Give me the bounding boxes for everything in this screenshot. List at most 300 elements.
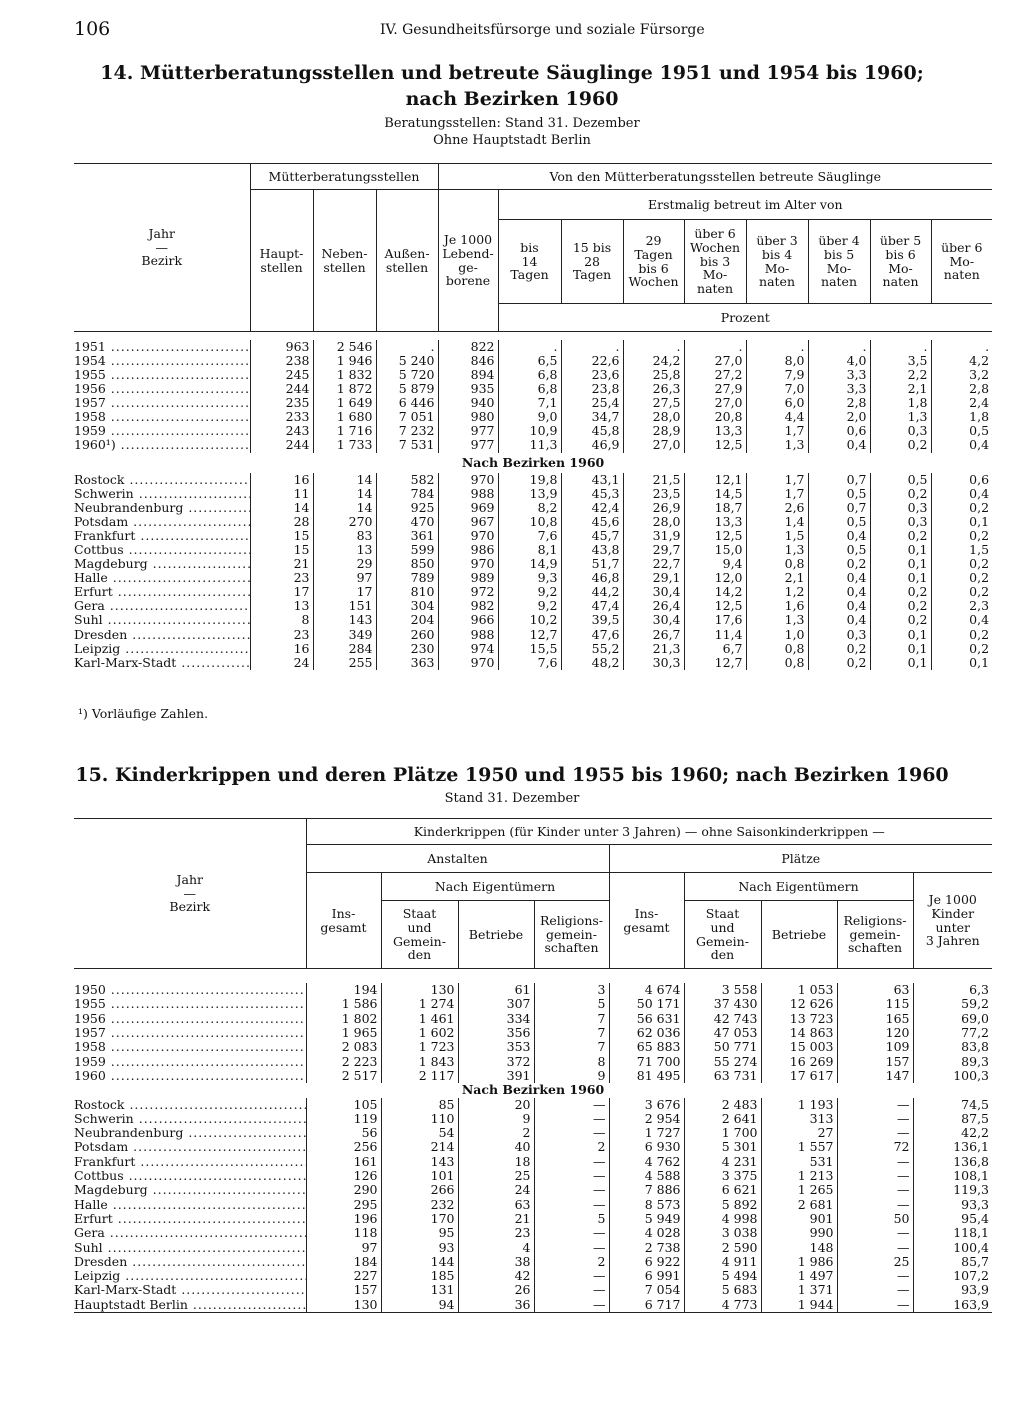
running-head: IV. Gesundheitsfürsorge und soziale Fürsorge [380, 22, 705, 38]
table-cell: 24,2 [623, 354, 684, 368]
table-cell: 93,9 [961, 1282, 990, 1298]
table-cell: 1 872 [313, 382, 376, 396]
table14-subtitle-1: Beratungsstellen: Stand 31. Dezember [384, 116, 640, 131]
table-cell: 4 911 [684, 1255, 761, 1269]
table-cell: 966 [438, 614, 498, 628]
table-row [74, 1241, 992, 1255]
table-cell: 18,7 [684, 501, 746, 515]
table-cell: 9,4 [684, 557, 746, 571]
table-cell: 25,8 [623, 368, 684, 382]
table-cell: 27,5 [623, 396, 684, 410]
table-cell: 1,5 [746, 529, 808, 543]
table-cell: 8 [250, 614, 313, 628]
table-cell: 8,0 [746, 354, 808, 368]
table-cell: 97 [306, 1241, 381, 1255]
table-cell: — [837, 1126, 913, 1140]
table-cell: 0,5 [808, 515, 870, 529]
table-cell: 372 [458, 1055, 534, 1069]
row-label: Magdeburg ..... [74, 1183, 306, 1197]
table-cell: 2,0 [808, 410, 870, 424]
table15-col-header: Ins- gesamt [306, 873, 381, 969]
row-label: Cottbus ..... [74, 1169, 306, 1183]
table-cell: 789 [376, 571, 438, 585]
table-cell: 313 [761, 1112, 837, 1126]
table-cell: 4 028 [609, 1226, 684, 1240]
table-cell: 2,2 [870, 368, 931, 382]
table-cell: 988 [438, 628, 498, 642]
table-cell: 46,8 [561, 571, 623, 585]
table-row [74, 340, 992, 354]
table-cell: 2 483 [684, 1098, 761, 1112]
table-row [74, 614, 992, 628]
table-row [74, 501, 992, 515]
row-label: Potsdam ..... [74, 515, 250, 529]
table15-subtitle: Stand 31. Dezember [444, 791, 580, 806]
table14-unit-percent: Prozent [720, 309, 770, 325]
table-cell: 1 213 [761, 1169, 837, 1183]
table-cell: 5 301 [684, 1141, 761, 1155]
table-cell: 230 [376, 642, 438, 656]
table-cell: 295 [306, 1198, 381, 1212]
table-cell: 10,9 [498, 425, 561, 439]
table-cell: 85,7 [961, 1253, 990, 1269]
table-cell: 244 [250, 439, 313, 453]
table-cell: 21,3 [623, 642, 684, 656]
table-cell: 148 [761, 1241, 837, 1255]
table-cell: — [837, 1198, 913, 1212]
table-cell: 270 [313, 515, 376, 529]
table-cell: 71 700 [609, 1055, 684, 1069]
table-cell: 94 [381, 1298, 458, 1313]
table-cell: 970 [438, 529, 498, 543]
table-cell: 7,6 [498, 656, 561, 670]
table-cell: 0,3 [808, 628, 870, 642]
table-cell: 4 674 [609, 983, 684, 997]
table-cell: 1 832 [313, 368, 376, 382]
table-cell: 238 [250, 354, 313, 368]
table-cell: 63 731 [684, 1069, 761, 1083]
table-cell: 4 773 [684, 1298, 761, 1313]
table-cell: 214 [381, 1141, 458, 1155]
table-cell: 227 [306, 1269, 381, 1283]
table-cell: 255 [313, 656, 376, 670]
table-cell: . [684, 340, 746, 354]
table-cell: 26,7 [623, 628, 684, 642]
table-cell: 1,7 [746, 473, 808, 487]
table-row [74, 1183, 992, 1197]
table-cell: 55,2 [561, 642, 623, 656]
table-cell: 0,5 [969, 423, 990, 439]
table-cell: 2 546 [313, 340, 376, 354]
table-cell: — [534, 1284, 609, 1298]
table-cell: 0,7 [808, 473, 870, 487]
table-cell: 2,8 [969, 381, 990, 397]
table-cell: 9,2 [498, 586, 561, 600]
table-cell: 5 [534, 1212, 609, 1226]
table-cell: 1 700 [684, 1126, 761, 1140]
table-cell: 2 641 [684, 1112, 761, 1126]
table-cell: 10,8 [498, 515, 561, 529]
table14-col-header: über 6 Wochen bis 3 Mo- naten [684, 220, 746, 304]
row-label: Leipzig ..... [74, 642, 250, 656]
table-cell: 2 517 [306, 1069, 381, 1083]
table-cell: 95,4 [961, 1210, 990, 1226]
table15-group-institutions: Anstalten [306, 845, 609, 873]
table-cell: 1 716 [313, 425, 376, 439]
table-cell: 1,5 [969, 542, 990, 558]
table-cell: — [534, 1183, 609, 1197]
table-cell: 970 [438, 473, 498, 487]
table-cell: 3,2 [969, 366, 990, 382]
table-cell: 14 863 [761, 1026, 837, 1040]
table-cell: 0,2 [870, 614, 931, 628]
table-cell: 21,5 [623, 473, 684, 487]
table-row [74, 1212, 992, 1226]
table-cell: 1,0 [746, 628, 808, 642]
table-cell: 2,1 [746, 571, 808, 585]
table-cell: — [534, 1098, 609, 1112]
table-cell: 100,4 [953, 1239, 990, 1255]
table-cell: 24 [458, 1183, 534, 1197]
table-cell: 83,8 [961, 1039, 990, 1055]
table-cell: 204 [376, 614, 438, 628]
table-cell: 1 965 [306, 1026, 381, 1040]
table-cell: 6 446 [376, 396, 438, 410]
table-cell: — [837, 1169, 913, 1183]
table-cell: 29,1 [623, 571, 684, 585]
table-cell: 7 [534, 1026, 609, 1040]
table-cell: 940 [438, 396, 498, 410]
table-cell: 12,5 [684, 600, 746, 614]
table-cell: 3,3 [808, 382, 870, 396]
table-cell: 7,6 [498, 529, 561, 543]
table-cell: 0,2 [969, 499, 990, 515]
table-row [74, 1298, 992, 1313]
table-cell: 144 [381, 1255, 458, 1269]
table-cell: 353 [458, 1040, 534, 1054]
table-cell: 986 [438, 543, 498, 557]
table-cell: 925 [376, 501, 438, 515]
table-cell: 34,7 [561, 410, 623, 424]
table-cell: 391 [458, 1069, 534, 1083]
table-cell: 38 [458, 1255, 534, 1269]
table-cell: 119 [306, 1112, 381, 1126]
table14-group-stations: Mütterberatungsstellen [250, 164, 438, 190]
table-cell: 63 [458, 1198, 534, 1212]
table-cell: . [985, 338, 990, 354]
table-cell: 65 883 [609, 1040, 684, 1054]
table-cell: 4 998 [684, 1212, 761, 1226]
table-cell: . [376, 340, 438, 354]
table-cell: 21 [458, 1212, 534, 1226]
table-cell: 119,3 [953, 1182, 990, 1198]
row-label: 1950 ..... [74, 983, 306, 997]
table-cell: 2,3 [969, 598, 990, 614]
table-cell: 850 [376, 557, 438, 571]
table-cell: 4 [458, 1241, 534, 1255]
table-cell: 23 [250, 571, 313, 585]
table-cell: 14,2 [684, 586, 746, 600]
table-row [74, 473, 992, 487]
table-cell: 1 557 [761, 1141, 837, 1155]
table-cell: 46,9 [561, 439, 623, 453]
row-label: Leipzig ..... [74, 1269, 306, 1283]
table-cell: 12,7 [498, 628, 561, 642]
table14-col-header: Je 1000 Lebend- ge- borene [438, 190, 498, 332]
table-cell: 6 621 [684, 1183, 761, 1197]
table-cell: 15 003 [761, 1040, 837, 1054]
table-cell: 2,6 [746, 501, 808, 515]
table-cell: 266 [381, 1183, 458, 1197]
table-cell: 136,8 [953, 1153, 990, 1169]
table-cell: 43,8 [561, 543, 623, 557]
table-cell: 147 [837, 1069, 913, 1083]
table-cell: — [534, 1198, 609, 1212]
table-cell: 16 [250, 473, 313, 487]
table-cell: 988 [438, 487, 498, 501]
table14-section-label: Nach Bezirken 1960 [461, 454, 605, 470]
table-cell: 39,5 [561, 614, 623, 628]
table-cell: . [561, 340, 623, 354]
table-cell: 45,7 [561, 529, 623, 543]
table-cell: 3 558 [684, 983, 761, 997]
table-cell: 55 274 [684, 1055, 761, 1069]
table-cell: 14 [250, 501, 313, 515]
table-cell: 1,7 [746, 487, 808, 501]
table-cell: 23 [250, 628, 313, 642]
table-cell: 22,7 [623, 557, 684, 571]
row-label: 1957 ..... [74, 396, 250, 410]
row-label: 1959 ..... [74, 425, 250, 439]
table-cell: 17 [250, 586, 313, 600]
table-cell: 26,3 [623, 382, 684, 396]
table-cell: . [870, 340, 931, 354]
table-cell: — [534, 1155, 609, 1169]
table-cell: 56 [306, 1126, 381, 1140]
table-cell: — [534, 1269, 609, 1283]
table-cell: 45,6 [561, 515, 623, 529]
table-cell: 6,5 [498, 354, 561, 368]
table-cell: 0,4 [969, 485, 990, 501]
table-cell: 260 [376, 628, 438, 642]
row-label: Karl-Marx-Stadt ..... [74, 1284, 306, 1298]
table14-subgroup-first-care: Erstmalig betreut im Alter von [498, 190, 992, 220]
table-cell: 15,0 [684, 543, 746, 557]
table-cell: 235 [250, 396, 313, 410]
table-cell: 130 [381, 983, 458, 997]
table-cell: 115 [837, 998, 913, 1012]
table-cell: 6,0 [746, 396, 808, 410]
table-row [74, 983, 992, 997]
row-label: Erfurt ..... [74, 586, 250, 600]
table-cell: 363 [376, 656, 438, 670]
table-cell: 12,1 [684, 473, 746, 487]
table-cell: 1 944 [761, 1298, 837, 1313]
table-cell: 107,2 [953, 1268, 990, 1284]
table-cell: 13,3 [684, 515, 746, 529]
row-label: Frankfurt ..... [74, 1155, 306, 1169]
table-cell: 161 [306, 1155, 381, 1169]
table-cell: 15,5 [498, 642, 561, 656]
row-label: Erfurt ..... [74, 1212, 306, 1226]
table-cell: 101 [381, 1169, 458, 1183]
table-cell: 194 [306, 983, 381, 997]
table-cell: 977 [438, 425, 498, 439]
table-cell: 967 [438, 515, 498, 529]
table-cell: 970 [438, 557, 498, 571]
table-cell: . [623, 340, 684, 354]
table-cell: 4,2 [969, 352, 990, 368]
table-cell: 6,7 [684, 642, 746, 656]
table-cell: 165 [837, 1012, 913, 1026]
table-cell: 0,4 [808, 586, 870, 600]
table15-col-header: Staat und Gemein- den [684, 901, 761, 969]
table-cell: 822 [438, 340, 498, 354]
table-cell: 1 371 [761, 1284, 837, 1298]
table-row [74, 1141, 992, 1155]
table-cell: 0,2 [870, 529, 931, 543]
table-cell: 184 [306, 1255, 381, 1269]
table-cell: . [746, 340, 808, 354]
page-number: 106 [74, 18, 111, 40]
table-cell: 93,3 [961, 1196, 990, 1212]
table-cell: 16 269 [761, 1055, 837, 1069]
table-cell: 0,2 [969, 527, 990, 543]
table-cell: 17,6 [684, 614, 746, 628]
table15-owners-left: Nach Eigentümern [381, 873, 609, 901]
table-cell: 7 886 [609, 1183, 684, 1197]
table-cell: 0,4 [808, 439, 870, 453]
table-cell: 0,2 [870, 586, 931, 600]
table-row [74, 1055, 992, 1069]
table-cell: 0,6 [969, 471, 990, 487]
table-cell: 470 [376, 515, 438, 529]
table-cell: — [534, 1126, 609, 1140]
table-cell: 89,3 [961, 1053, 990, 1069]
row-label: Schwerin ..... [74, 1112, 306, 1126]
table-cell: 232 [381, 1198, 458, 1212]
table-cell: 0,2 [808, 642, 870, 656]
table-cell: 8 [534, 1055, 609, 1069]
table-cell: 170 [381, 1212, 458, 1226]
table-cell: 43,1 [561, 473, 623, 487]
table-cell: 1 274 [381, 998, 458, 1012]
table-cell: 83 [313, 529, 376, 543]
table-cell: 25 [458, 1169, 534, 1183]
table-cell: 0,4 [808, 529, 870, 543]
table-cell: 8,2 [498, 501, 561, 515]
row-label: Dresden ..... [74, 628, 250, 642]
table-cell: 50 [837, 1212, 913, 1226]
table-cell: 23,6 [561, 368, 623, 382]
table-cell: 0,2 [870, 439, 931, 453]
table15-stub-header: Jahr — Bezirk [74, 819, 306, 969]
table-cell: 0,4 [969, 437, 990, 453]
table-cell: 356 [458, 1026, 534, 1040]
table-cell: 5 683 [684, 1284, 761, 1298]
table-cell: 51,7 [561, 557, 623, 571]
table-cell: 1 193 [761, 1098, 837, 1112]
table-cell: 13,9 [498, 487, 561, 501]
table-cell: 0,3 [870, 501, 931, 515]
table-cell: 3,5 [870, 354, 931, 368]
row-label: Schwerin ..... [74, 487, 250, 501]
table-row [74, 1112, 992, 1126]
table-row [74, 1012, 992, 1026]
table-cell: 15 [250, 543, 313, 557]
table-row [74, 998, 992, 1012]
table-cell: 1 461 [381, 1012, 458, 1026]
table15 [74, 818, 992, 1313]
table-cell: 0,1 [870, 656, 931, 670]
table-cell: 1,8 [870, 396, 931, 410]
table-cell: 9,3 [498, 571, 561, 585]
table-cell: 972 [438, 586, 498, 600]
table-cell: 977 [438, 439, 498, 453]
table15-col-header: Betriebe [458, 901, 534, 969]
row-label: 1957 ..... [74, 1026, 306, 1040]
row-label: Neubrandenburg ..... [74, 501, 250, 515]
table-cell: 2 738 [609, 1241, 684, 1255]
row-label: 1954 ..... [74, 354, 250, 368]
table-row [74, 1198, 992, 1212]
table-cell: 8,1 [498, 543, 561, 557]
table-cell: 12,0 [684, 571, 746, 585]
table-cell: 14 [313, 473, 376, 487]
table-cell: 0,7 [808, 501, 870, 515]
table-cell: 61 [458, 983, 534, 997]
table-cell: 5 240 [376, 354, 438, 368]
table-cell: 0,3 [870, 425, 931, 439]
table-cell: 0,2 [870, 487, 931, 501]
table-cell: 23,5 [623, 487, 684, 501]
table-cell: 7,9 [746, 368, 808, 382]
table-cell: 0,2 [969, 570, 990, 586]
row-label: 1958 ..... [74, 410, 250, 424]
table-cell: — [837, 1298, 913, 1313]
table-cell: 599 [376, 543, 438, 557]
table-cell: — [837, 1183, 913, 1197]
table-cell: 69,0 [961, 1010, 990, 1026]
table-cell: 1,3 [746, 439, 808, 453]
row-label: Dresden ..... [74, 1255, 306, 1269]
table-row [74, 1284, 992, 1298]
table-cell: 4 588 [609, 1169, 684, 1183]
table-cell: 1,6 [746, 600, 808, 614]
table-cell: 42,2 [961, 1125, 990, 1141]
table-cell: 81 495 [609, 1069, 684, 1083]
table-cell: 0,5 [808, 487, 870, 501]
table-row [74, 1255, 992, 1269]
table-cell: 29 [313, 557, 376, 571]
table-row [74, 1126, 992, 1140]
table-cell: 17 617 [761, 1069, 837, 1083]
table-cell: 810 [376, 586, 438, 600]
table-cell: 7 054 [609, 1284, 684, 1298]
table-cell: 143 [313, 614, 376, 628]
table-cell: 1,4 [746, 515, 808, 529]
table-cell: 14 [313, 501, 376, 515]
row-label: 1960 ..... [74, 1069, 306, 1083]
table-cell: 13,3 [684, 425, 746, 439]
table-cell: 990 [761, 1226, 837, 1240]
table-cell: 13 [313, 543, 376, 557]
table-cell: 5 949 [609, 1212, 684, 1226]
table-cell: 6,8 [498, 382, 561, 396]
table-cell: — [837, 1269, 913, 1283]
row-label: 1955 ..... [74, 998, 306, 1012]
row-label: Gera ..... [74, 1226, 306, 1240]
